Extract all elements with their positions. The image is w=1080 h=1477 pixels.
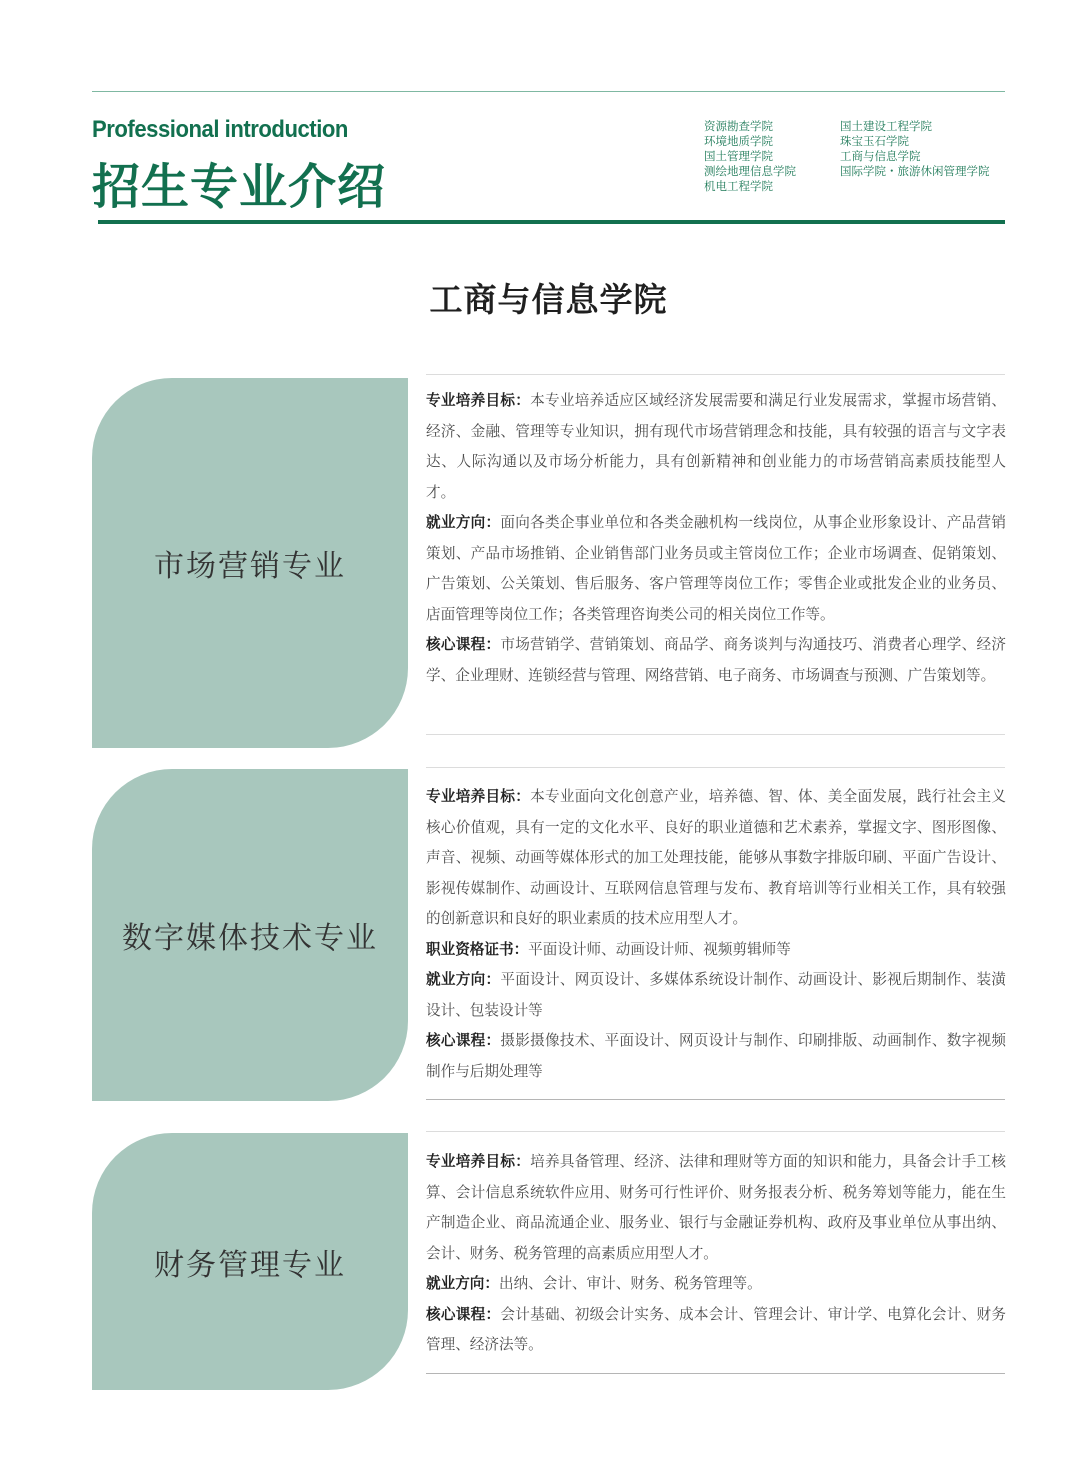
major-name: 市场营销专业: [154, 549, 346, 584]
major-description-digital-media: [426, 782, 1006, 1087]
major-panel-marketing: [92, 378, 408, 748]
school-item: 机电工程学院: [704, 179, 773, 193]
major-section-employment: [426, 508, 1006, 630]
section-text: 市场营销学、营销策划、商品学、商务谈判与沟通技巧、消费者心理学、经济学、企业理财、连锁经营与管理、网络营销、电子商务、市场调查与预测、广告策划等。: [426, 636, 1006, 684]
major-section-certificate: [426, 935, 1006, 966]
major-section-courses: [426, 1026, 1006, 1087]
major-section-courses: [426, 1300, 1006, 1361]
section-text: 平面设计、网页设计、多媒体系统设计制作、动画设计、影视后期制作、装潢设计、包装设计等: [426, 971, 1006, 1019]
section-text: 培养具备管理、经济、法律和理财等方面的知识和能力，具备会计手工核算、会计信息系统软件应用、财务可行性评价、财务报表分析、税务筹划等能力，能在生产制造企业、商品流通企业、服务业、银行与金融证券机构、政府及事业单位从事出纳、会计、财务、税务管理的高素质应用型人才。: [426, 1153, 1006, 1262]
header-title-en: Professional introduction: [92, 116, 348, 143]
section-divider: [426, 1373, 1005, 1374]
section-text: 出纳、会计、审计、财务、税务管理等。: [498, 1275, 762, 1292]
major-section-courses: [426, 630, 1006, 691]
school-item: 珠宝玉石学院: [840, 134, 909, 148]
section-divider: [426, 374, 1005, 375]
major-description-financial-management: [426, 1147, 1006, 1361]
school-item: 国土建设工程学院: [840, 119, 932, 133]
section-text: 平面设计师、动画设计师、视频剪辑师等: [528, 940, 791, 958]
section-label: 专业培养目标：: [426, 1153, 531, 1170]
major-name: 数字媒体技术专业: [122, 921, 378, 956]
header-bottom-rule: [98, 220, 1005, 224]
college-title: 工商与信息学院: [429, 280, 668, 319]
section-label: 专业培养目标：: [426, 392, 531, 409]
school-item: 工商与信息学院: [840, 149, 921, 163]
section-text: 本专业面向文化创意产业，培养德、智、体、美全面发展，践行社会主义核心价值观，具有一定的文化水平、良好的职业道德和艺术素养，掌握文字、图形图像、声音、视频、动画等媒体形式的加工处理技能，能够从事数字排版印刷、平面广告设计、影视传媒制作、动画设计、互联网信息管理与发布、教育培训等行业相关工作，具有较强的创新意识和良好的职业素质的技术应用型人才。: [426, 788, 1006, 927]
major-section-goal: [426, 782, 1006, 935]
major-description-marketing: [426, 386, 1006, 691]
school-item: 环境地质学院: [704, 134, 773, 148]
section-label: 核心课程：: [426, 1032, 501, 1049]
major-section-employment: [426, 1269, 1006, 1300]
header-top-rule: [92, 91, 1005, 92]
school-item: 测绘地理信息学院: [704, 164, 796, 178]
school-list-left: [704, 119, 796, 194]
section-text: 摄影摄像技术、平面设计、网页设计与制作、印刷排版、动画制作、数字视频制作与后期处理等: [426, 1032, 1006, 1080]
major-panel-digital-media: [92, 769, 408, 1101]
major-panel-financial-management: [92, 1133, 408, 1390]
school-item: 国土管理学院: [704, 149, 773, 163]
section-label: 核心课程：: [426, 636, 501, 653]
major-section-goal: [426, 1147, 1006, 1269]
section-divider: [426, 1099, 1005, 1100]
school-item: 国际学院・旅游休闲管理学院: [840, 164, 990, 178]
major-name: 财务管理专业: [154, 1247, 346, 1283]
major-section-employment: [426, 965, 1006, 1026]
header-title-cn: 招生专业介绍: [92, 159, 387, 215]
section-label: 职业资格证书：: [426, 940, 529, 958]
section-divider: [426, 767, 1005, 768]
section-text: 面向各类企事业单位和各类金融机构一线岗位，从事企业形象设计、产品营销策划、产品市场推销、企业销售部门业务员或主管岗位工作；企业市场调查、促销策划、广告策划、公关策划、售后服务、客户管理等岗位工作；零售企业或批发企业的业务员、店面管理等岗位工作；各类管理咨询类公司的相关岗位工作等。: [426, 514, 1006, 623]
section-label: 核心课程：: [426, 1305, 501, 1323]
section-divider: [426, 734, 1005, 735]
section-label: 就业方向：: [426, 514, 501, 531]
school-item: 资源勘查学院: [704, 119, 773, 133]
section-text: 本专业培养适应区域经济发展需要和满足行业发展需求，掌握市场营销、经济、金融、管理等专业知识，拥有现代市场营销理念和技能，具有较强的语言与文字表达、人际沟通以及市场分析能力，具有创新精神和创业能力的市场营销高素质技能型人才。: [426, 392, 1006, 501]
section-label: 就业方向：: [426, 971, 501, 988]
major-section-goal: [426, 386, 1006, 508]
section-text: 会计基础、初级会计实务、成本会计、管理会计、审计学、电算化会计、财务管理、经济法等。: [426, 1305, 1006, 1353]
school-list-right: [840, 119, 990, 179]
section-label: 就业方向：: [426, 1275, 499, 1292]
section-label: 专业培养目标：: [426, 788, 531, 805]
section-divider: [426, 1131, 1005, 1132]
